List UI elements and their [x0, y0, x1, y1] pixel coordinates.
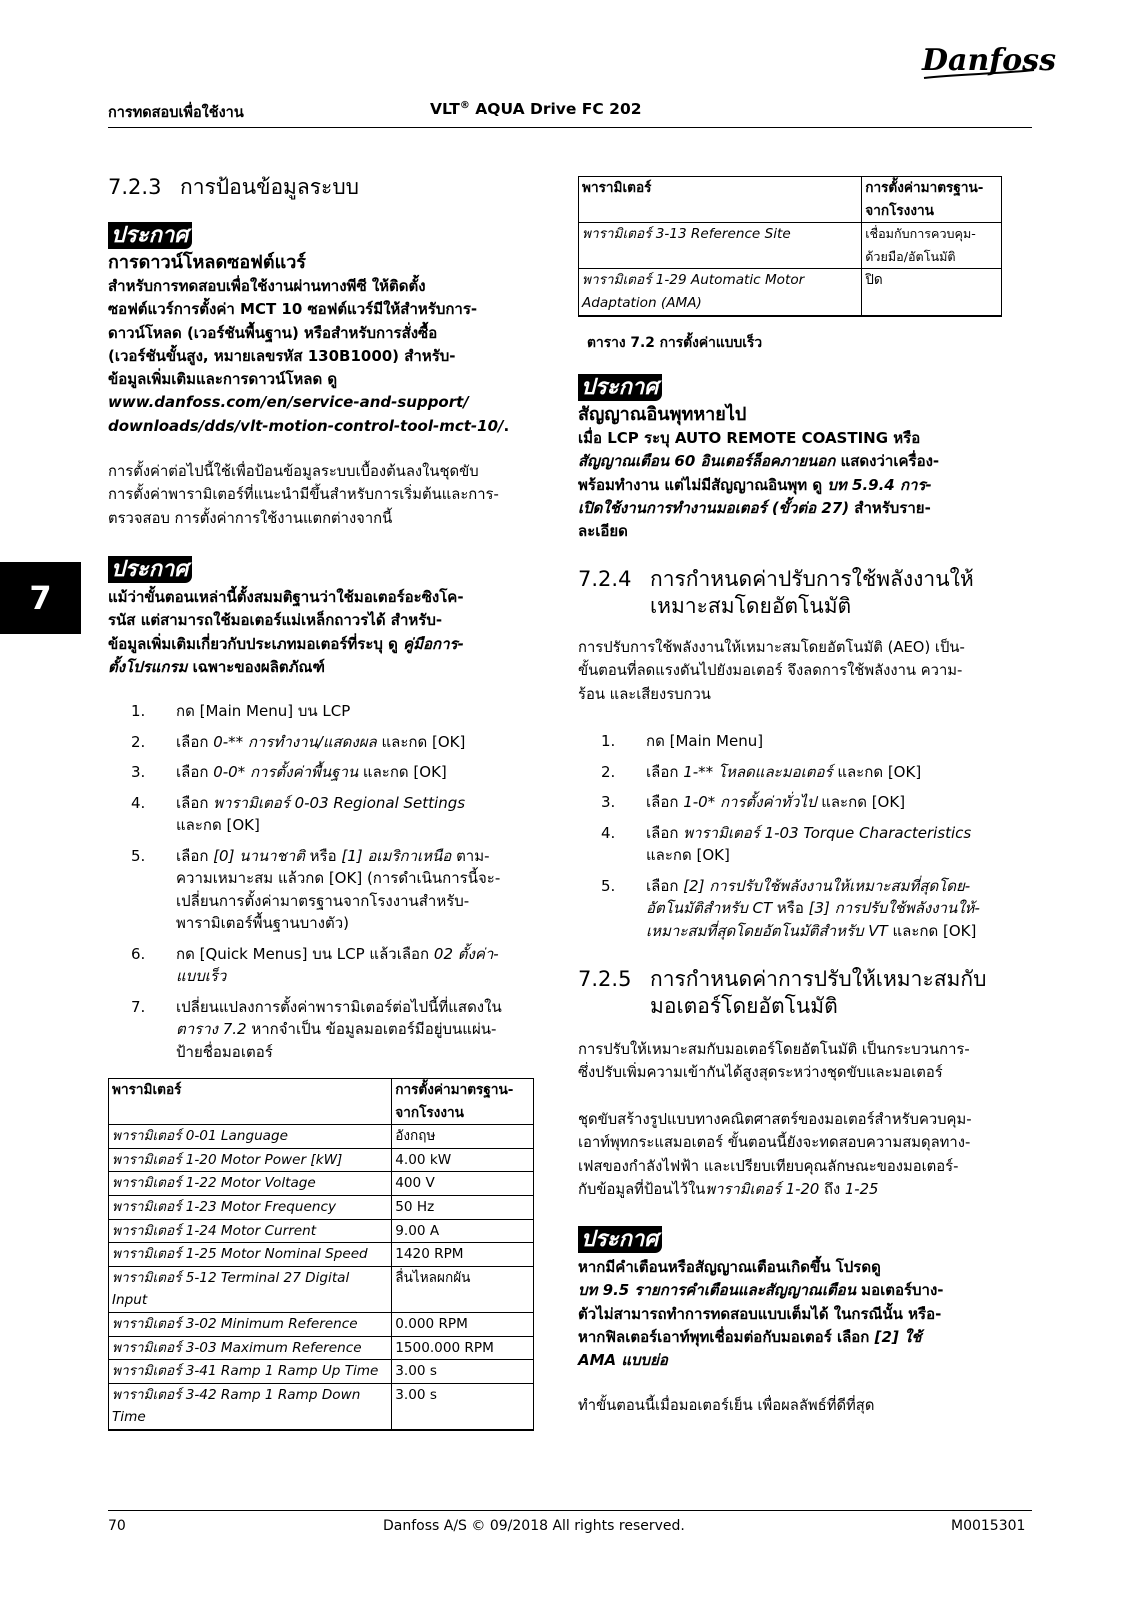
parameter-table-left: [108, 1078, 534, 1431]
notice-body: หากมีคำเตือนหรือสัญญาณเตือนเกิดขึ้น โปรดดู บท 9.5 รายการคำเตือนและสัญญาณเตือน มอเตอร์บาง- ตัวไม่สามารถทำการทดสอบแบบเต็มได้ ในกรณีนั้น หรือ- หากฟิลเตอร์เอาท์พุทเชื่อมต่อกับมอเตอร์ เลือก [2] ใช้ AMA แบบย่อ: [578, 1258, 944, 1370]
table-row: พารามิเตอร์ 3-13 Reference Site เชื่อมกับการควบคุม- ด้วยมือ/อัตโนมัติ: [579, 223, 1002, 269]
aeo-paragraph: การปรับการใช้พลังงานให้เหมาะสมโดยอัตโนมัติ (AEO) เป็น- ขั้นตอนที่ลดแรงดันไปยังมอเตอร์ จึงลดการใช้พลังงาน ความ- ร้อน และเสียงรบกวน: [578, 639, 965, 703]
notice-badge: ประกาศ: [578, 1226, 662, 1253]
header-section-label: การทดสอบเพื่อใช้งาน: [108, 105, 244, 121]
table-header-cell: การตั้งค่ามาตรฐาน- จากโรงงาน: [392, 1079, 534, 1125]
list-item: 2. เลือก 0-** การทำงาน/แสดงผล และกด [OK]: [131, 732, 466, 751]
mct10-link-cont: downloads/dds/vlt-motion-control-tool-mct-10/: [108, 416, 504, 435]
list-item: 3. เลือก 1-0* การตั้งค่าทั่วไป และกด [OK]: [601, 793, 906, 811]
ama-paragraph-1: การปรับให้เหมาะสมกับมอเตอร์โดยอัตโนมัติ เป็นกระบวนการ- ซึ่งปรับเพิ่มความเข้ากันได้สูงสุดระหว่างชุดขับและมอเตอร์: [578, 1041, 970, 1082]
list-item: 7. เปลี่ยนแปลงการตั้งค่าพารามิเตอร์ต่อไปนี้ที่แสดงใน ตาราง 7.2 หากจำเป็น ข้อมูลมอเตอร์มีอยู่บนแผ่น- ป้ายชื่อมอเตอร์: [131, 997, 502, 1061]
steps-list-system-setup: [108, 700, 548, 1063]
table-header-row: [579, 177, 1002, 223]
table-header-cell: การตั้งค่ามาตรฐาน- จากโรงงาน: [862, 177, 1002, 223]
notice-badge: ประกาศ: [108, 222, 192, 249]
intro-paragraph: การตั้งค่าต่อไปนี้ใช้เพื่อป้อนข้อมูลระบบเบื้องต้นลงในชุดขับ การตั้งค่าพารามิเตอร์ที่แนะนำมีขึ้นสำหรับการเริ่มต้นและการ- ตรวจสอบ การตั้งค่าการใช้งานแตกต่างจากนี้: [108, 463, 499, 527]
list-item: 4. เลือก พารามิเตอร์ 1-03 Torque Characteristics และกด [OK]: [601, 823, 972, 864]
table-header-row: [109, 1079, 534, 1125]
table-row: พารามิเตอร์ 3-42 Ramp 1 Ramp Down Time 3.00 s: [109, 1383, 534, 1430]
list-item: 1. กด [Main Menu] บน LCP: [131, 702, 351, 720]
table-row: พารามิเตอร์ 0-01 Language อังกฤษ: [109, 1125, 534, 1149]
notice-body: สำหรับการทดสอบเพื่อใช้งานผ่านทางพีซี ให้ติดตั้ง ซอฟต์แวร์การตั้งค่า MCT 10 ซอฟต์แวร์มีให้สำหรับการ- ดาวน์โหลด (เวอร์ชันพื้นฐาน) หรือสำหรับการสั่งซื้อ (เวอร์ชันขั้นสูง, หมายเลขรหัส 130B1000) สำหรับ- ข้อมูลเพิ่มเติมและการดาวน์โหลด ดู www.danfoss.com/en/service-and-support/ downloads/dds/vlt-motion-control-tool-mct-10/.: [108, 275, 538, 438]
notice-motor-type: [108, 556, 538, 679]
table-row: พารามิเตอร์ 1-20 Motor Power [kW] 4.00 kW: [109, 1148, 534, 1172]
table-row: พารามิเตอร์ 5-12 Terminal 27 Digital Input ลื่นไหลผกผัน: [109, 1266, 534, 1312]
notice-title: สัญญาณอินพุทหายไป: [578, 404, 747, 425]
table-row: พารามิเตอร์ 1-25 Motor Nominal Speed 1420 RPM: [109, 1243, 534, 1267]
header-rule: [108, 127, 1032, 128]
table-header-cell: พารามิเตอร์: [109, 1079, 392, 1125]
table-row: พารามิเตอร์ 1-29 Automatic Motor Adaptation (AMA) ปิด: [579, 269, 1002, 316]
table-row: พารามิเตอร์ 1-23 Motor Frequency 50 Hz: [109, 1195, 534, 1219]
header-product-title: VLT® AQUA Drive FC 202: [430, 100, 642, 119]
notice-body: แม้ว่าขั้นตอนเหล่านี้ตั้งสมมติฐานว่าใช้มอเตอร์อะซิงโค- รนัส แต่สามารถใช้มอเตอร์แม่เหล็กถาวรได้ สำหรับ- ข้อมูลเพิ่มเติมเกี่ยวกับประเภทมอเตอร์ที่ระบุ ดู คู่มือการ- ตั้งโปรแกรม เฉพาะของผลิตภัณฑ์: [108, 588, 464, 676]
footer-copyright: Danfoss A/S © 09/2018 All rights reserved.: [383, 1518, 685, 1534]
notice-title: การดาวน์โหลดซอฟต์แวร์: [108, 252, 306, 273]
list-item: 3. เลือก 0-0* การตั้งค่าพื้นฐาน และกด [OK]: [131, 763, 447, 781]
footer-doc-code: M0015301: [951, 1518, 1026, 1534]
table-row: พารามิเตอร์ 3-02 Minimum Reference 0.000 RPM: [109, 1312, 534, 1336]
section-heading-7-2-4: 7.2.4 การกำหนดค่าปรับการใช้พลังงานให้ เหมาะสมโดยอัตโนมัติ: [578, 567, 974, 618]
page-number: 70: [108, 1518, 126, 1534]
table-row: พารามิเตอร์ 1-24 Motor Current 9.00 A: [109, 1219, 534, 1243]
table-header-cell: พารามิเตอร์: [579, 177, 862, 223]
steps-list-aeo: [578, 730, 1018, 942]
chapter-tab: 7: [0, 562, 81, 634]
list-item: 1. กด [Main Menu]: [601, 732, 764, 750]
footer-rule: [108, 1510, 1032, 1511]
list-item: 4. เลือก พารามิเตอร์ 0-03 Regional Settings และกด [OK]: [131, 793, 466, 834]
final-paragraph: ทำขั้นตอนนี้เมื่อมอเตอร์เย็น เพื่อผลลัพธ์ที่ดีที่สุด: [578, 1397, 875, 1414]
section-heading-7-2-5: 7.2.5 การกำหนดค่าการปรับให้เหมาะสมกับ มอเตอร์โดยอัตโนมัติ: [578, 967, 987, 1018]
notice-input-signal-lost: [578, 374, 1018, 543]
notice-body: เมื่อ LCP ระบุ AUTO REMOTE COASTING หรือ สัญญาณเตือน 60 อินเตอร์ล็อคภายนอก แสดงว่าเครื่อง- พร้อมทำงาน แต่ไม่มีสัญญาณอินพุท ดู บท 5.9.4 การ- เปิดใช้งานการทำงานมอเตอร์ (ขั้วต่อ 27) สำหรับราย- ละเอียด: [578, 429, 940, 541]
table-caption: ตาราง 7.2 การตั้งค่าแบบเร็ว: [587, 335, 763, 351]
parameter-table-right: [578, 176, 1002, 317]
notice-badge: ประกาศ: [108, 556, 192, 583]
svg-text:Danfoss: Danfoss: [922, 43, 1056, 78]
notice-software-download: [108, 222, 538, 438]
ama-paragraph-2: ชุดขับสร้างรูปแบบทางคณิตศาสตร์ของมอเตอร์สำหรับควบคุม- เอาท์พุทกระแสมอเตอร์ ขั้นตอนนี้ยังจะทดสอบความสมดุลทาง- เฟสของกำลังไฟฟ้า และเปรียบเทียบคุณลักษณะของมอเตอร์- กับข้อมูลที่ป้อนไว้ในพารามิเตอร์ 1-20 ถึง 1-25: [578, 1111, 972, 1198]
table-row: พารามิเตอร์ 3-41 Ramp 1 Ramp Up Time 3.00 s: [109, 1360, 534, 1384]
notice-badge: ประกาศ: [578, 374, 662, 401]
danfoss-logo: [918, 40, 1056, 86]
list-item: 5. เลือก [2] การปรับใช้พลังงานให้เหมาะสมที่สุดโดย- อัตโนมัติสำหรับ CT หรือ [3] การปรับใช้พลังงานให้- เหมาะสมที่สุดโดยอัตโนมัติสำหรับ VT และกด [OK]: [601, 876, 980, 940]
section-heading-7-2-3: 7.2.3 การป้อนข้อมูลระบบ: [108, 175, 359, 199]
mct10-link: www.danfoss.com/en/service-and-support/: [108, 393, 469, 412]
list-item: 5. เลือก [0] นานาชาติ หรือ [1] อเมริกาเหนือ ตาม- ความเหมาะสม แล้วกด [OK] (การดำเนินการนี้จะ- เปลี่ยนการตั้งค่ามาตรฐานจากโรงงานสำหรับ- พารามิเตอร์พื้นฐานบางตัว): [131, 846, 501, 932]
list-item: 6. กด [Quick Menus] บน LCP แล้วเลือก 02 ตั้งค่า- แบบเร็ว: [131, 944, 499, 985]
table-row: พารามิเตอร์ 1-22 Motor Voltage 400 V: [109, 1172, 534, 1196]
list-item: 2. เลือก 1-** โหลดและมอเตอร์ และกด [OK]: [601, 762, 922, 781]
notice-warnings: [578, 1226, 1018, 1372]
table-row: พารามิเตอร์ 3-03 Maximum Reference 1500.000 RPM: [109, 1336, 534, 1360]
